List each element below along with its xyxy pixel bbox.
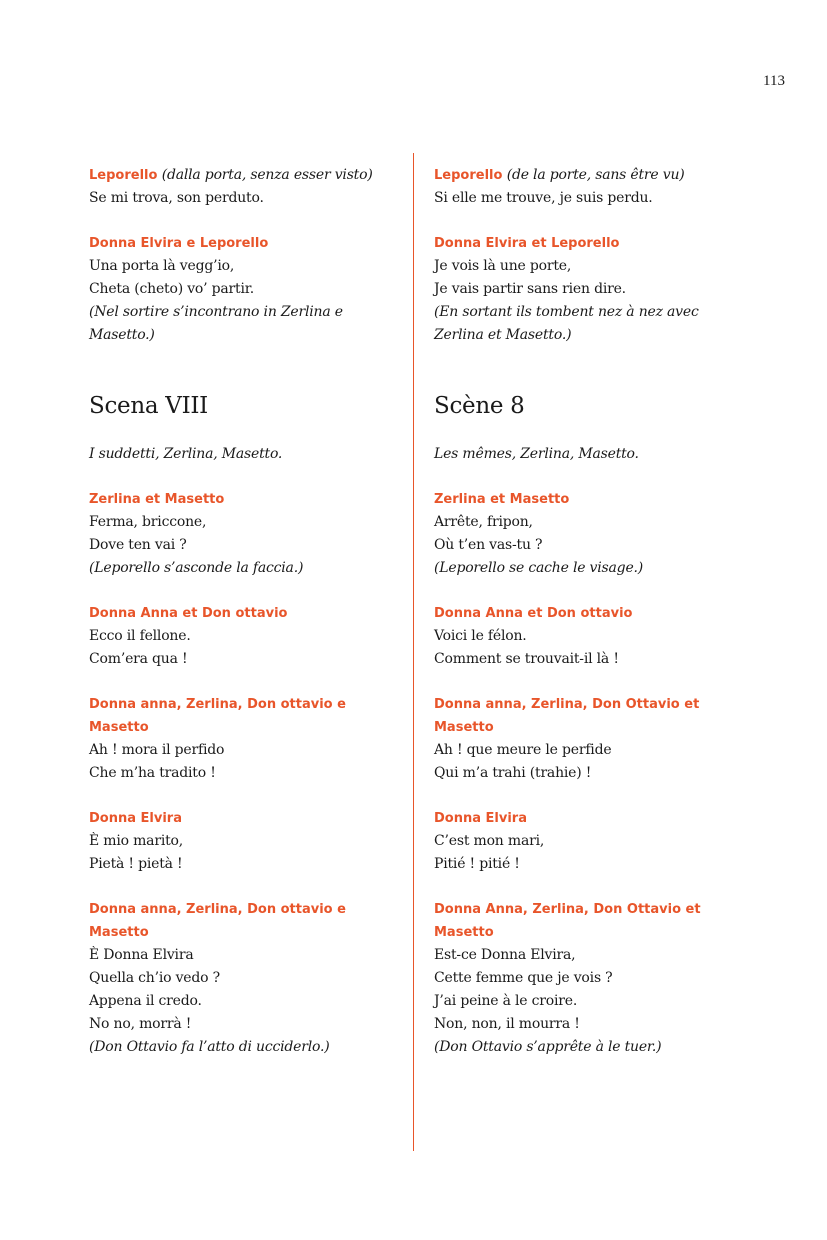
scene-title: Scena VIII xyxy=(89,393,208,419)
stage-direction: (de la porte, sans être vu) xyxy=(506,167,685,183)
speaker-name: Donna Anna et Don ottavio xyxy=(89,606,288,621)
speaker-name: Zerlina et Masetto xyxy=(89,492,225,507)
dialogue-block xyxy=(434,232,734,347)
verse-line: Pitié ! pitié ! xyxy=(434,856,520,872)
verse-line: Ferma, briccone, xyxy=(89,514,207,530)
stage-direction: (Don Ottavio s’apprête à le tuer.) xyxy=(434,1039,662,1055)
speaker-name: Donna anna, Zerlina, Don Ottavio et Masetto xyxy=(434,697,700,735)
dialogue-block xyxy=(434,693,734,785)
column-divider xyxy=(413,153,414,1151)
scene-title: Scène 8 xyxy=(434,393,525,419)
speaker-name: Donna Elvira xyxy=(89,811,182,826)
page-number: 113 xyxy=(763,73,785,89)
dialogue-block xyxy=(434,898,734,1059)
verse-line: Comment se trouvait-il là ! xyxy=(434,651,619,667)
speaker-name: Donna Anna et Don ottavio xyxy=(434,606,633,621)
verse-line: Una porta là vegg’io, xyxy=(89,258,235,274)
speaker-name: Donna Anna, Zerlina, Don Ottavio et Masetto xyxy=(434,902,701,940)
verse-line: No no, morrà ! xyxy=(89,1016,192,1032)
stage-direction: (dalla porta, senza esser visto) xyxy=(161,167,373,183)
verse-line: Je vais partir sans rien dire. xyxy=(434,281,626,297)
dialogue-block xyxy=(434,488,734,580)
dialogue-block xyxy=(89,693,389,785)
dialogue-block xyxy=(434,602,734,671)
verse-line: Est-ce Donna Elvira, xyxy=(434,947,576,963)
verse-line: Arrête, fripon, xyxy=(434,514,533,530)
stage-direction: Zerlina et Masetto.) xyxy=(434,327,572,343)
verse-line: Je vois là une porte, xyxy=(434,258,572,274)
speaker-name: Donna Elvira xyxy=(434,811,527,826)
verse-line: Se mi trova, son perduto. xyxy=(89,190,264,206)
french-column xyxy=(434,164,734,1081)
dialogue-block xyxy=(89,164,389,210)
verse-line: Quella ch’io vedo ? xyxy=(89,970,220,986)
scene-cast-block xyxy=(434,443,734,466)
dialogue-block xyxy=(89,807,389,876)
scene-cast: I suddetti, Zerlina, Masetto. xyxy=(89,446,283,462)
stage-direction: Masetto.) xyxy=(89,327,155,343)
verse-line: Ecco il fellone. xyxy=(89,628,191,644)
verse-line: È Donna Elvira xyxy=(89,947,194,963)
stage-direction: (Don Ottavio fa l’atto di ucciderlo.) xyxy=(89,1039,330,1055)
verse-line: Che m’ha tradito ! xyxy=(89,765,216,781)
verse-line: Qui m’a trahi (trahie) ! xyxy=(434,765,592,781)
speaker-name: Leporello xyxy=(89,168,158,183)
scene-cast: Les mêmes, Zerlina, Masetto. xyxy=(434,446,639,462)
verse-line: Cheta (cheto) vo’ partir. xyxy=(89,281,254,297)
speaker-name: Leporello xyxy=(434,168,503,183)
speaker-name: Donna Elvira et Leporello xyxy=(434,236,620,251)
verse-line: È mio marito, xyxy=(89,833,183,849)
dialogue-block xyxy=(89,898,389,1059)
dialogue-block xyxy=(434,164,734,210)
stage-direction: (Nel sortire s’incontrano in Zerlina e xyxy=(89,304,343,320)
verse-line: Non, non, il mourra ! xyxy=(434,1016,580,1032)
stage-direction: (Leporello se cache le visage.) xyxy=(434,560,644,576)
verse-line: Appena il credo. xyxy=(89,993,202,1009)
verse-line: Voici le félon. xyxy=(434,628,527,644)
stage-direction: (En sortant ils tombent nez à nez avec xyxy=(434,304,699,320)
verse-line: Ah ! mora il perfido xyxy=(89,742,225,758)
verse-line: Com’era qua ! xyxy=(89,651,188,667)
speaker-name: Donna anna, Zerlina, Don ottavio e Masetto xyxy=(89,697,346,735)
stage-direction: (Leporello s’asconde la faccia.) xyxy=(89,560,304,576)
dialogue-block xyxy=(89,602,389,671)
verse-line: Pietà ! pietà ! xyxy=(89,856,183,872)
verse-line: Dove ten vai ? xyxy=(89,537,187,553)
verse-line: Où t’en vas-tu ? xyxy=(434,537,543,553)
italian-column xyxy=(89,164,389,1081)
verse-line: Ah ! que meure le perfide xyxy=(434,742,612,758)
dialogue-block xyxy=(434,807,734,876)
speaker-name: Donna anna, Zerlina, Don ottavio e Masetto xyxy=(89,902,346,940)
verse-line: Cette femme que je vois ? xyxy=(434,970,613,986)
verse-line: Si elle me trouve, je suis perdu. xyxy=(434,190,653,206)
dialogue-block xyxy=(89,232,389,347)
verse-line: J’ai peine à le croire. xyxy=(434,993,578,1009)
speaker-name: Zerlina et Masetto xyxy=(434,492,570,507)
speaker-name: Donna Elvira e Leporello xyxy=(89,236,269,251)
scene-cast-block xyxy=(89,443,389,466)
verse-line: C’est mon mari, xyxy=(434,833,545,849)
dialogue-block xyxy=(89,488,389,580)
